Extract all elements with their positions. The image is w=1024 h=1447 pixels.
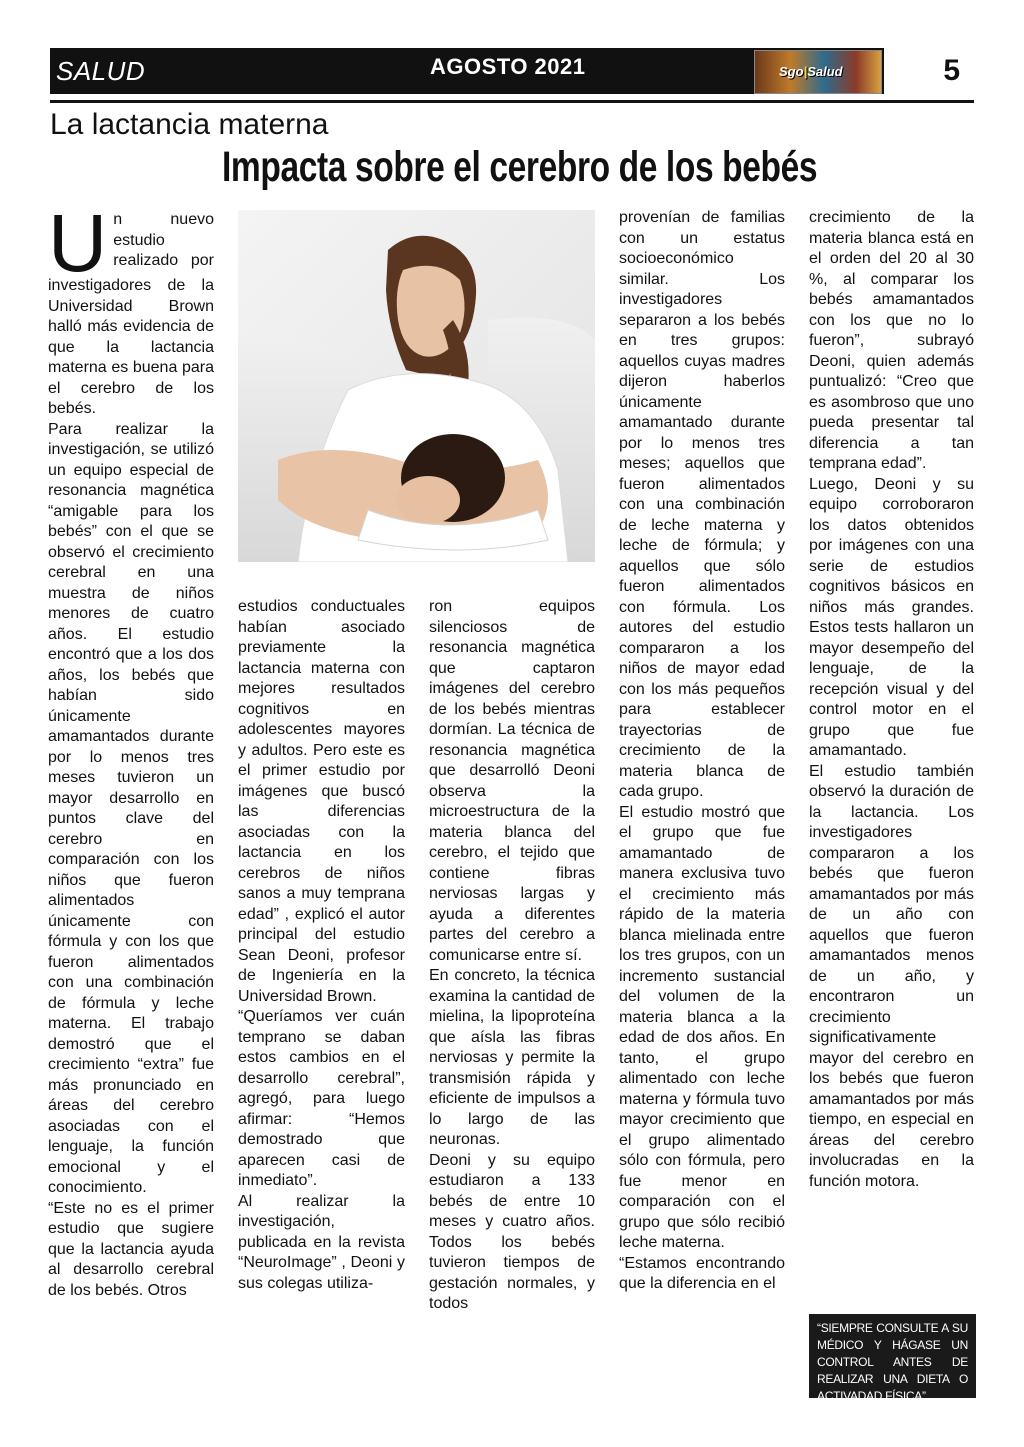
paragraph: Para realizar la investigación, se utilizó un equipo especial de resonancia magnética “amigable para los bebés” con el que se observó el crecimiento cerebral en una muestra de niños menores de cuatro años. El estudio encontró que a los dos años, los bebés que habían sido únicamente amamantados durante por lo menos tres meses tuvieron un mayor desarrollo en puntos clave del cerebro en comparación con los niños que fueron alimentados únicamente con fórmula y con los que fueron alimentados con una combinación de fórmula y leche materna. El trabajo demostró que el crecimiento “extra” fue más pronunciado en áreas del cerebro asociadas con el lenguaje, la función emocional y el conocimiento. — [48, 420, 214, 1196]
paragraph: El estudio también observó la duración de la lactancia. Los investigadores compararon a los bebés que fueron amamantados por más de un año con aquellos que fueron amamantados menos de un año, y encontraron un crecimiento significativamente mayor del cerebro en los bebés que fueron amamantados por más tiempo, en especial en áreas del cerebro involucradas en la función motora. — [809, 762, 974, 1190]
article-headline: Impacta sobre el cerebro de los bebés — [222, 143, 818, 191]
paragraph: ron equipos silenciosos de resonancia magnética que captaron imágenes del cerebro de los bebés mientras dormían. La técnica de resonancia magnética que desarrolló Deoni observa la microestructura de la materia blanca del cerebro, el tejido que contiene fibras nerviosas largas y ayuda a diferentes partes del cerebro a comunicarse entre sí. — [429, 598, 595, 964]
paragraph: “Queríamos ver cuán temprano se daban estos cambios en el desarrollo cerebral”, agregó, para luego afirmar: “Hemos demostrado que aparecen casi de inmediato”. — [238, 1008, 405, 1189]
paragraph: n nuevo estudio realizado por investigadores de la Universidad Brown halló más evidencia de que la lactancia materna es buena para el cerebro de los bebés. — [48, 211, 214, 417]
drop-cap: U — [48, 198, 108, 289]
logo-text — [779, 64, 843, 79]
paragraph: crecimiento de la materia blanca está en el orden del 20 al 30 %, al comparar los bebés amamantados con los que no lo fueron”, subrayó Deoni, quien además puntualizó: “Creo que es asombroso que uno pueda presentar tal diferencia a tan temprana edad”. — [809, 209, 974, 472]
advice-note-box — [809, 1314, 976, 1403]
page-number: 5 — [884, 48, 974, 94]
logo-separator: | — [803, 64, 808, 79]
logo-right-text: Salud — [807, 64, 843, 79]
logo-left-text: Sgo — [779, 64, 804, 79]
mother-breastfeeding-photo — [238, 210, 595, 562]
paragraph: Luego, Deoni y su equipo corroboraron los datos obtenidos por imágenes con una serie de estudios cognitivos básicos en niños más grandes. Estos tests hallaron un mayor desempeño del lenguaje, de la recepción visual y del control motor en el grupo que fue amamantado. — [809, 475, 974, 759]
paragraph: “Estamos encontrando que la diferencia en el — [619, 1254, 785, 1292]
article-column-2 — [238, 597, 405, 1294]
paragraph: estudios conductuales habían asociado previamente la lactancia materna con mejores resultados cognitivos en adolescentes mayores y adultos. Pero este es el primer estudio por imágenes que buscó las diferencias asociadas con la lactancia en los cerebros de niños sanos a muy temprana edad” , explicó el autor principal del estudio Sean Deoni, profesor de Ingeniería en la Universidad Brown. — [238, 598, 405, 1005]
paragraph: “Este no es el primer estudio que sugiere que la lactancia ayuda al desarrollo cerebral de los bebés. Otros — [48, 1199, 214, 1299]
paragraph: Deoni y su equipo estudiaron a 133 bebés de entre 10 meses y cuatro años. Todos los bebés tuvieron tiempos de gestación normales, y todos — [429, 1151, 595, 1312]
article-column-1 — [48, 198, 214, 1301]
section-label: SALUD — [56, 56, 146, 86]
paragraph: El estudio mostró que el grupo que fue amamantado de manera exclusiva tuvo el crecimiento más rápido de la materia blanca mielinada entre los tres grupos, con un incremento sustancial del volumen de la materia blanca a la edad de dos años. En tanto, el grupo alimentado con leche materna y fórmula tuvo mayor crecimiento que el grupo alimentado sólo con fórmula, pero fue menor en comparación con el grupo que sólo recibió leche materna. — [619, 803, 785, 1251]
paragraph: Al realizar la investigación, publicada en la revista “NeuroImage” , Deoni y sus colegas utiliza- — [238, 1192, 405, 1292]
header-rule — [50, 100, 974, 103]
article-column-4 — [619, 208, 785, 1295]
advice-note-text: “SIEMPRE CONSULTE A SU MÉDICO Y HÁGASE UN CONTROL ANTES DE REALIZAR UNA DIETA O ACTIVADAD FÍSICA” — [817, 1321, 968, 1403]
issue-date: AGOSTO 2021 — [430, 54, 586, 79]
photo-illustration — [238, 210, 595, 562]
page-header — [50, 48, 974, 94]
publication-logo — [754, 50, 882, 94]
article-column-5 — [809, 208, 974, 1192]
paragraph: provenían de familias con un estatus socioeconómico similar. Los investigadores separaron a los bebés en tres grupos: aquellos cuyas madres dijeron haberlos únicamente amamantado durante por lo menos tres meses; aquellos que fueron alimentados con una combinación de leche materna y leche de fórmula; y aquellos que sólo fueron alimentados con fórmula. Los autores del estudio compararon a los niños de mayor edad con los más pequeños para establecer trayectorias de crecimiento de la materia blanca de cada grupo. — [619, 209, 785, 800]
article-kicker: La lactancia materna — [50, 108, 329, 141]
paragraph: En concreto, la técnica examina la cantidad de mielina, la lipoproteína que aísla las fibras nerviosas y permite la transmisión rápida y eficiente de impulsos a lo largo de las neuronas. — [429, 967, 595, 1148]
article-column-3 — [429, 597, 595, 1315]
